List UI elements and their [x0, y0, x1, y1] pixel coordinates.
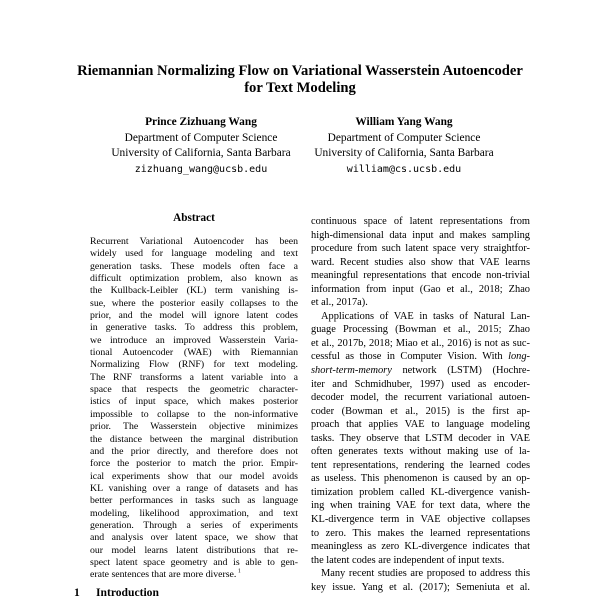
right-column-text: [311, 215, 530, 594]
body-line: tasks. They observe that LSTM decoder in VAE: [311, 432, 530, 444]
body-line: ward. Recent studies also show that VAE learns: [311, 256, 530, 268]
body-line: tent representations, rendering the learned codes: [311, 459, 530, 471]
author-department: Department of Computer Science: [327, 131, 481, 144]
abstract-line: and the prior directly, and therefore does not: [90, 445, 298, 457]
body-line: meaningless as zero KL-divergence indicates that: [311, 541, 530, 553]
body-line: the latent codes are independent of input texts.: [311, 554, 505, 566]
footnote-marker: 1: [236, 569, 241, 576]
body-line: meaningful representations that encode non-trivial: [311, 270, 530, 282]
author-name: William Yang Wang: [355, 116, 453, 128]
abstract-line: erate sentences that are more diverse. $^1$: [90, 569, 241, 581]
body-line: to zero. This makes the learned representations: [311, 527, 530, 539]
body-line: Applications of VAE in tasks of Natural Lan-: [321, 310, 530, 322]
body-line: guage Processing (Bowman et al., 2015; Zhao: [311, 324, 530, 336]
section-number: 1: [74, 586, 80, 599]
body-line: Many recent studies are proposed to address this: [321, 568, 530, 580]
abstract-line: modeling, likelihood approximation, and text: [90, 507, 298, 519]
body-line: information from input (Gao et al., 2018; Zhao: [311, 283, 530, 295]
abstract-line: difficult optimization problem, also known as: [90, 273, 298, 285]
body-line: key issue. Yang et al. (2017); Semeniuta et al.: [311, 581, 530, 593]
body-line: timization problem called KL-divergence vanish-: [311, 486, 530, 498]
author-block-2: [304, 115, 504, 177]
abstract-line: tional Autoencoder (WAE) with Riemannian: [90, 347, 298, 359]
abstract-line: ical experiments show that our model avoids: [90, 470, 298, 482]
abstract-line: Recurrent Variational Autoencoder has been: [90, 236, 298, 247]
body-line-italic: long-: [508, 351, 530, 363]
abstract-line: The RNF transforms a latent variable into a: [90, 371, 298, 383]
paper-title: [60, 63, 540, 97]
abstract-heading: Abstract: [173, 212, 215, 224]
body-line: iter and Schmidhuber, 1997) used as encoder-: [311, 378, 530, 390]
abstract-line: the distance between the marginal distribution: [90, 433, 298, 445]
abstract-line: sue, where the posterior easily collapses to the: [90, 297, 298, 309]
abstract-line: prior, and the model will ignore latent codes: [90, 310, 298, 322]
abstract-line: istics of input space, which makes posterior: [90, 396, 298, 408]
author-department: Department of Computer Science: [124, 131, 278, 144]
author-email: william@cs.ucsb.edu: [346, 163, 462, 175]
abstract-line: widely used for language modeling and text: [90, 248, 298, 260]
title-line-1: Riemannian Normalizing Flow on Variational Wasserstein Autoencoder: [77, 63, 523, 79]
body-line: procedure from such latent space very straightfor-: [311, 243, 530, 255]
section-heading-introduction: [74, 586, 159, 599]
abstract-line: KL vanishing over a range of datasets and has: [90, 482, 298, 494]
abstract-body: [90, 236, 298, 582]
author-university: University of California, Santa Barbara: [314, 147, 494, 159]
abstract-line: and analysis over latent space, we show that: [90, 532, 298, 544]
abstract-line: force the posterior to match the prior. Empir-: [90, 458, 298, 470]
body-line: ing when training VAE for text data, where the: [311, 500, 530, 512]
abstract-line: prior. The Wasserstein objective minimizes: [90, 421, 298, 433]
author-block-1: [101, 115, 301, 177]
body-line: [311, 364, 530, 378]
abstract-line: we introduce an improved Wasserstein Varia-: [90, 334, 298, 346]
abstract-line: space that respects the geometric character-: [90, 384, 298, 396]
section-title: Introduction: [96, 586, 159, 599]
body-line: as useless. This phenomenon is caused by an op-: [311, 473, 530, 485]
body-line: decoder model, the recurrent variational autoen-: [311, 392, 530, 404]
body-line: KL-divergence term in VAE objective collapses: [311, 514, 530, 526]
abstract-line: impossible to collapse to the non-informative: [90, 408, 298, 420]
abstract-line: the Kullback-Leibler (KL) term vanishing is-: [90, 285, 298, 297]
author-university: University of California, Santa Barbara: [111, 147, 291, 159]
body-line: et al., 2017a).: [311, 297, 368, 309]
abstract-line: our model learns latent distributions that re-: [90, 544, 298, 556]
abstract-line: spect latent space geometry and is able to gen-: [90, 556, 298, 568]
body-line: high-dimensional data input and makes sampling: [311, 229, 530, 241]
title-line-2: for Text Modeling: [244, 80, 356, 96]
abstract-line: generation tasks. These models often face a: [90, 260, 298, 272]
body-line: continuous space of latent representations from: [311, 216, 530, 227]
abstract-line: better performances in tasks such as language: [90, 495, 298, 507]
abstract-line: in generative tasks. To address this problem,: [90, 322, 298, 334]
author-email: zizhuang_wang@ucsb.edu: [134, 163, 268, 175]
abstract-line: Normalizing Flow (RNF) for text modeling.: [90, 359, 298, 371]
body-line: often generates texts without making use of la-: [311, 446, 530, 458]
abstract-line: generation. Through a series of experiments: [90, 519, 298, 531]
body-line: et al., 2017b, 2018; Miao et al., 2016) is not as suc-: [311, 337, 530, 349]
body-line-text: network (LSTM) (Hochre-: [391, 365, 530, 377]
body-line: proach that applies VAE to language modeling: [311, 419, 530, 431]
body-line: coder (Bowman et al., 2015) is the first ap-: [311, 405, 530, 417]
body-line-italic: short-term-memory: [311, 365, 392, 377]
body-line-text: cessful as those in Computer Vision. With: [311, 351, 509, 363]
author-name: Prince Zizhuang Wang: [145, 116, 257, 128]
body-line: [311, 350, 530, 364]
